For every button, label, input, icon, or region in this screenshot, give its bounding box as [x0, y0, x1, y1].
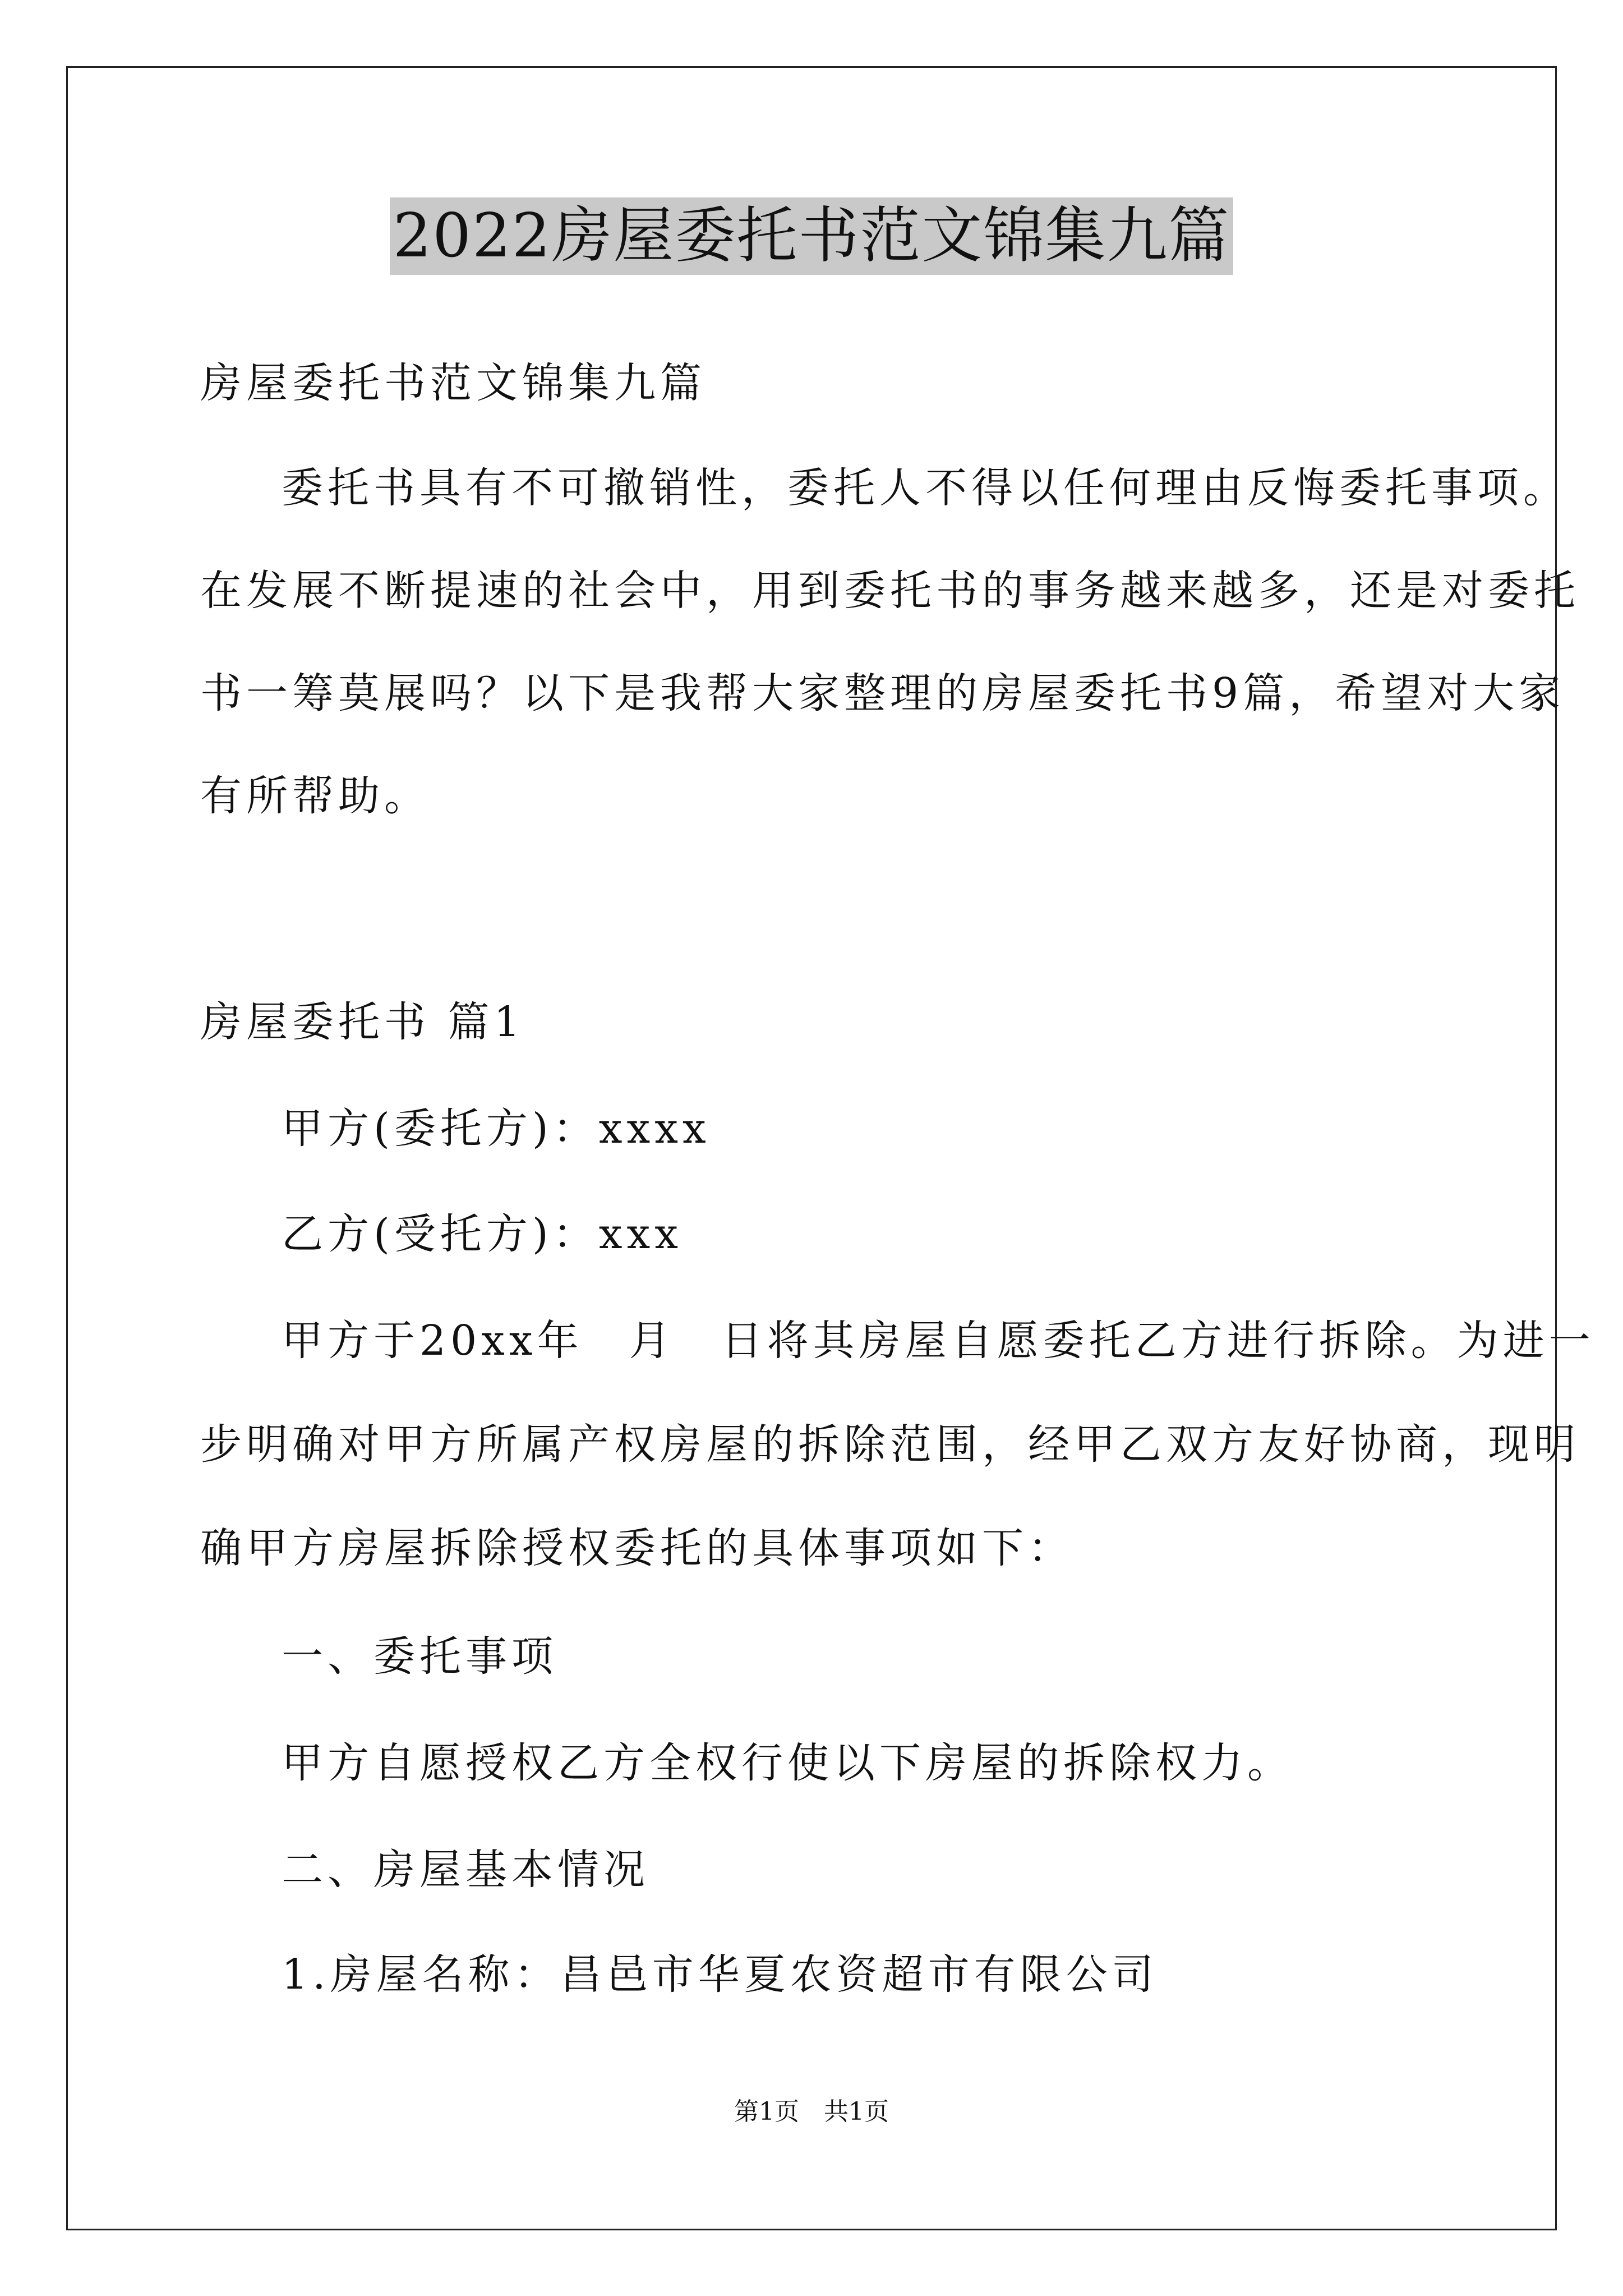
subtitle-line: 房屋委托书范文锦集九篇: [200, 359, 706, 407]
title-container: [0, 197, 1623, 275]
clause-heading: 一、委托事项: [282, 1632, 557, 1681]
paragraph-line: 委托书具有不可撤销性，委托人不得以任何理由反悔委托事项。: [282, 464, 1569, 512]
paragraph-line: 在发展不断提速的社会中，用到委托书的事务越来越多，还是对委托: [200, 567, 1580, 615]
paragraph-line: 步明确对甲方所属产权房屋的拆除范围，经甲乙双方友好协商，现明: [200, 1420, 1580, 1469]
section-heading: 房屋委托书 篇1: [200, 998, 525, 1046]
paragraph-line: 甲方自愿授权乙方全权行使以下房屋的拆除权力。: [282, 1739, 1293, 1787]
paragraph-line: 甲方(委托方)：xxxx: [282, 1105, 711, 1153]
page-footer: 第1页 共1页: [734, 2097, 889, 2126]
paragraph-line: 甲方于20xx年 月 日将其房屋自愿委托乙方进行拆除。为进一: [282, 1317, 1595, 1365]
paragraph-line: 书一筹莫展吗？以下是我帮大家整理的房屋委托书9篇，希望对大家: [200, 669, 1565, 717]
paragraph-line: 1.房屋名称：昌邑市华夏农资超市有限公司: [282, 1950, 1158, 1999]
document-title: 2022房屋委托书范文锦集九篇: [390, 197, 1234, 275]
paragraph-line: 确甲方房屋拆除授权委托的具体事项如下：: [200, 1524, 1074, 1572]
paragraph-line: 乙方(受托方)：xxx: [282, 1210, 683, 1258]
clause-heading: 二、房屋基本情况: [282, 1846, 649, 1894]
paragraph-line: 有所帮助。: [200, 772, 430, 820]
